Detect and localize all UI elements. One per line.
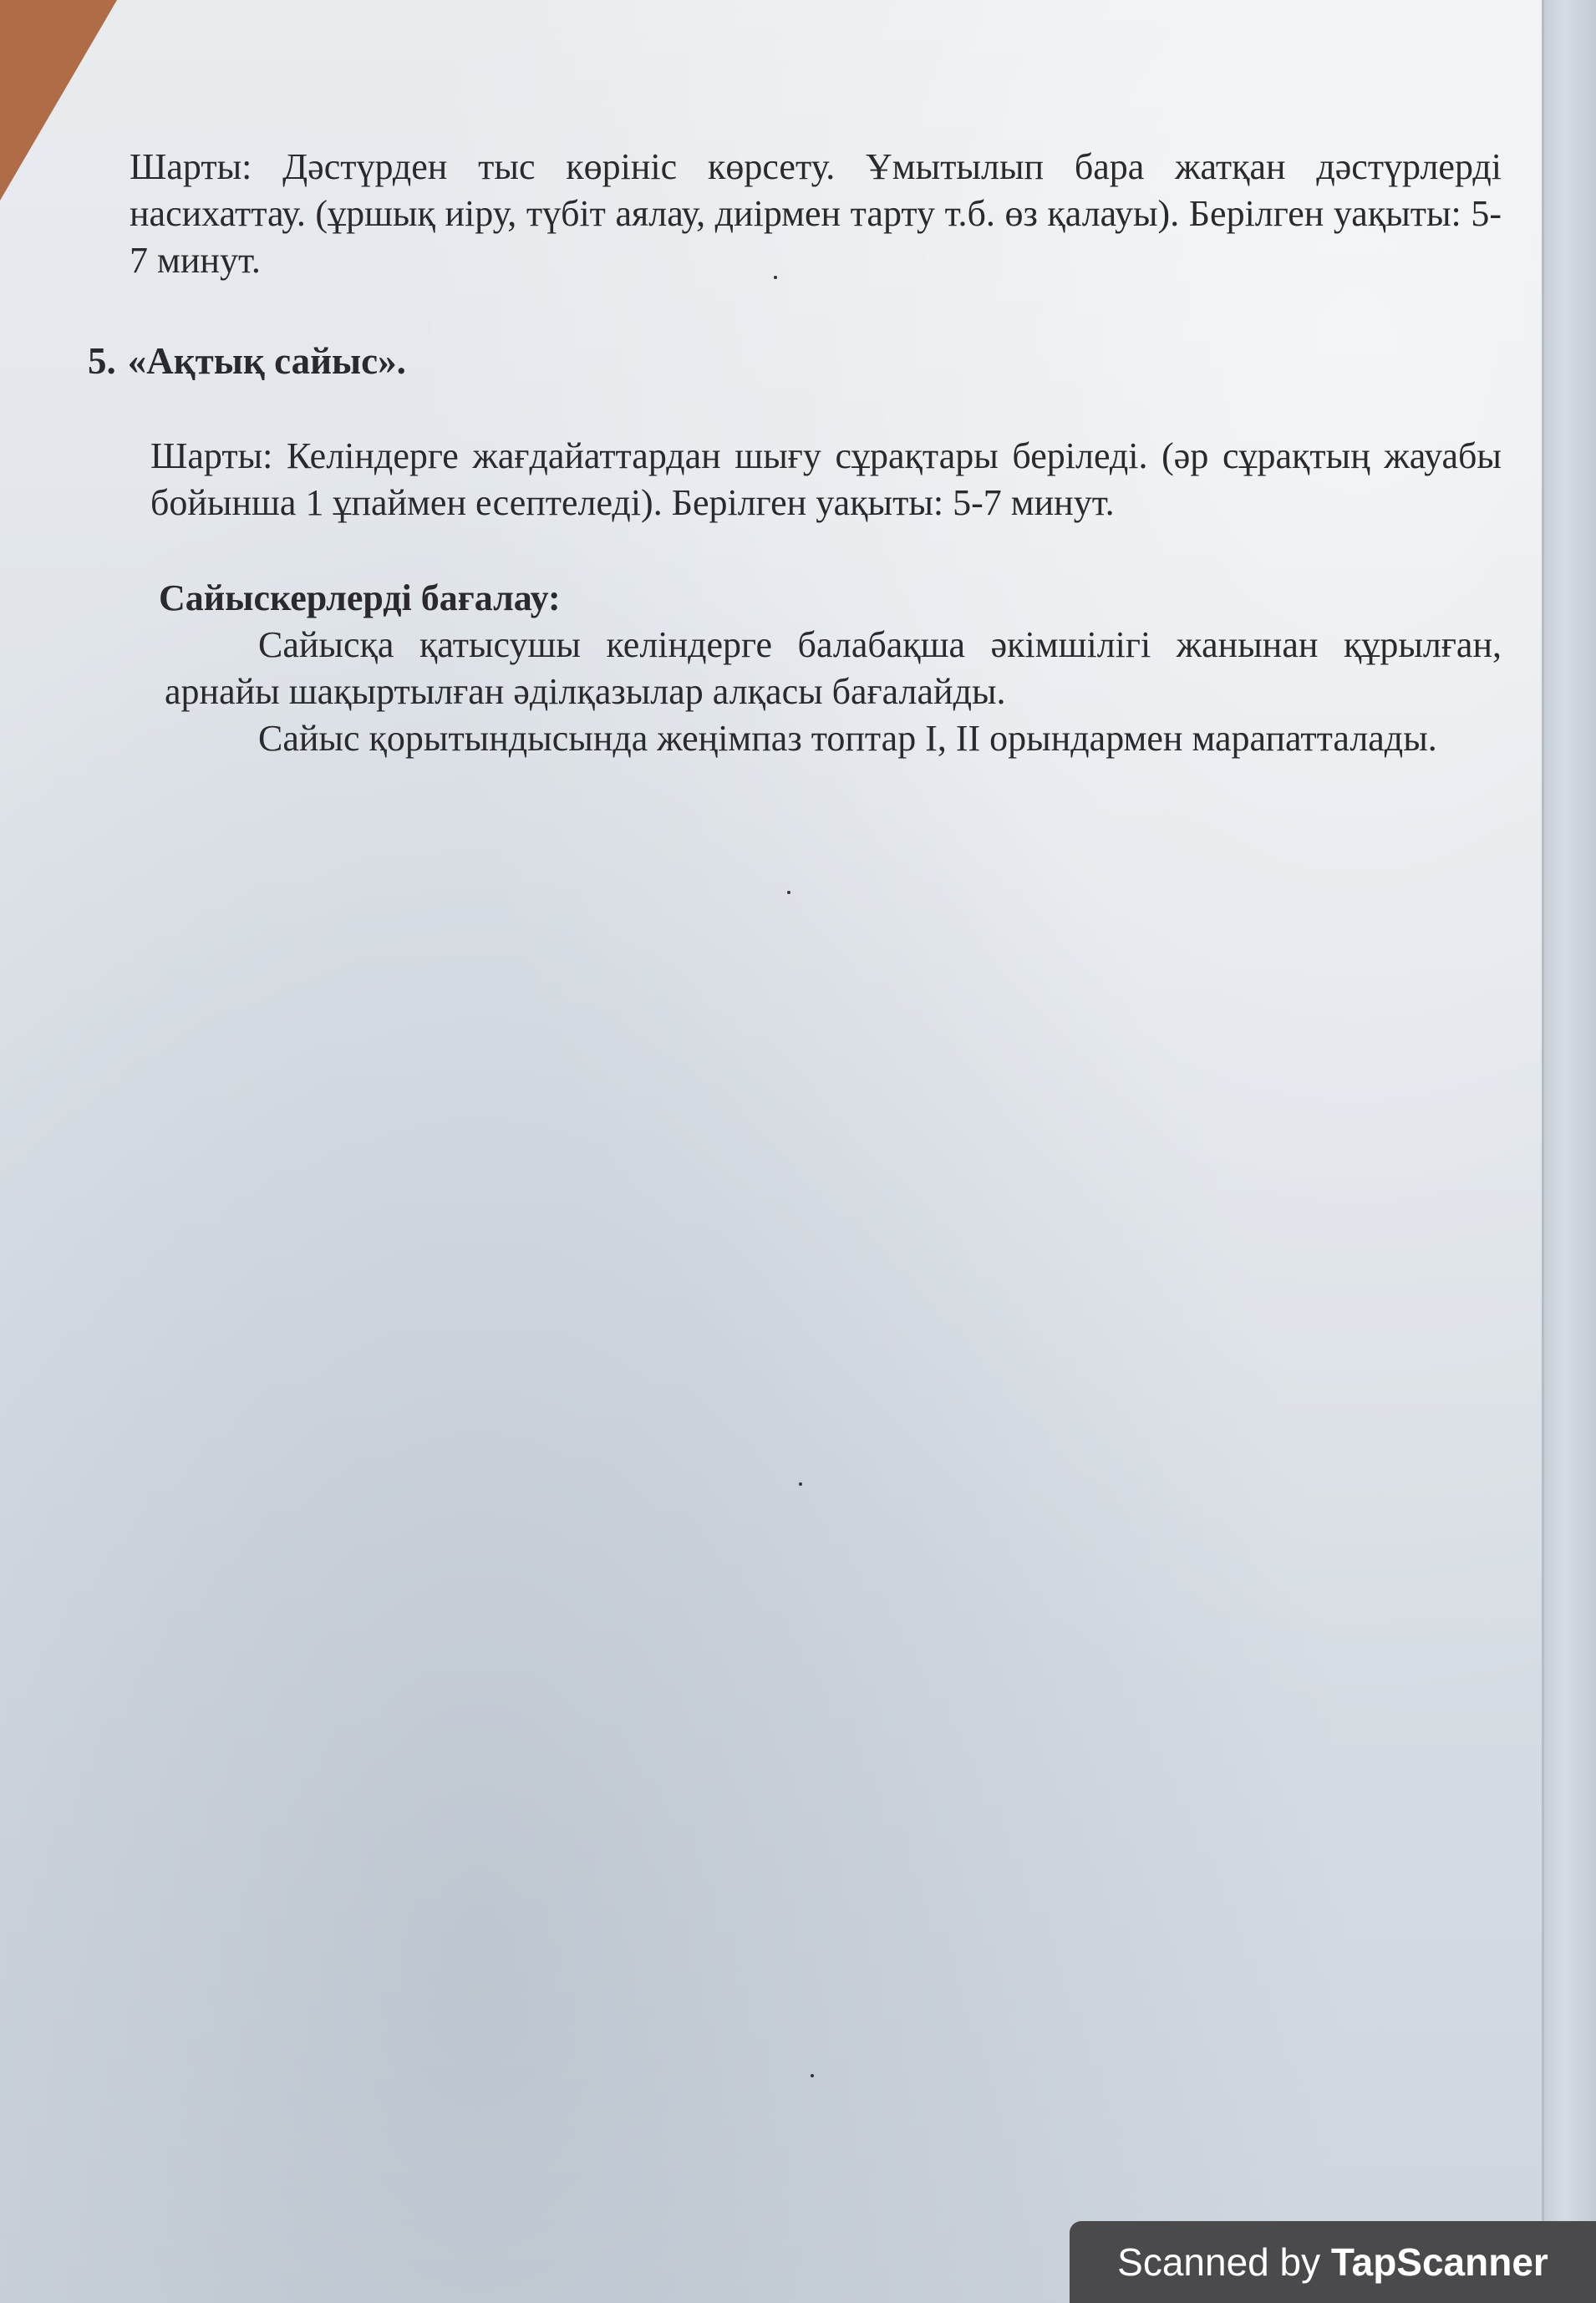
evaluation-body: [165, 622, 1502, 762]
section-title: «Ақтық сайыс».: [127, 340, 406, 382]
scanner-watermark: [1070, 2221, 1596, 2303]
paragraph-conditions-final: [150, 433, 1502, 526]
evaluation-paragraph-awards: Сайыс қорытындысында жеңімпаз топтар І, ІІ орындармен марапатталады.: [258, 718, 1437, 759]
evaluation-heading: Сайыскерлерді бағалау:: [159, 577, 561, 618]
scan-speck: [799, 1482, 802, 1486]
scan-speck: [787, 891, 790, 894]
evaluation-paragraph-jury: Сайысқа қатысушы келіндерге балабақша әкімшілігі жанынан құрылған, арнайы шақыртылған әділқазылар алқасы бағалайды.: [165, 624, 1502, 712]
folded-corner: [0, 0, 117, 201]
page-edge-shadow: [1542, 0, 1596, 2303]
watermark-prefix: Scanned by: [1117, 2240, 1321, 2284]
scan-speck: [811, 2074, 814, 2077]
paragraph-text: Шарты: Келіндерге жағдайаттардан шығу сұрақтары беріледі. (әр сұрақтың жауабы бойынша 1 ұпаймен есептеледі). Берілген уақыты: 5-7 минут.: [150, 435, 1502, 523]
scan-speck: [774, 276, 777, 279]
watermark-brand: TapScanner: [1330, 2240, 1548, 2284]
paragraph-conditions-traditions: [130, 144, 1502, 284]
paragraph-text: Шарты: Дәстүрден тыс көрініс көрсету. Ұмытылып бара жатқан дәстүрлерді насихаттау. (ұршық иіру, түбіт аялау, диірмен тарту т.б. өз қалауы). Берілген уақыты: 5-7 минут.: [130, 146, 1502, 281]
section-heading: [88, 338, 406, 384]
section-number: 5.: [88, 340, 116, 382]
